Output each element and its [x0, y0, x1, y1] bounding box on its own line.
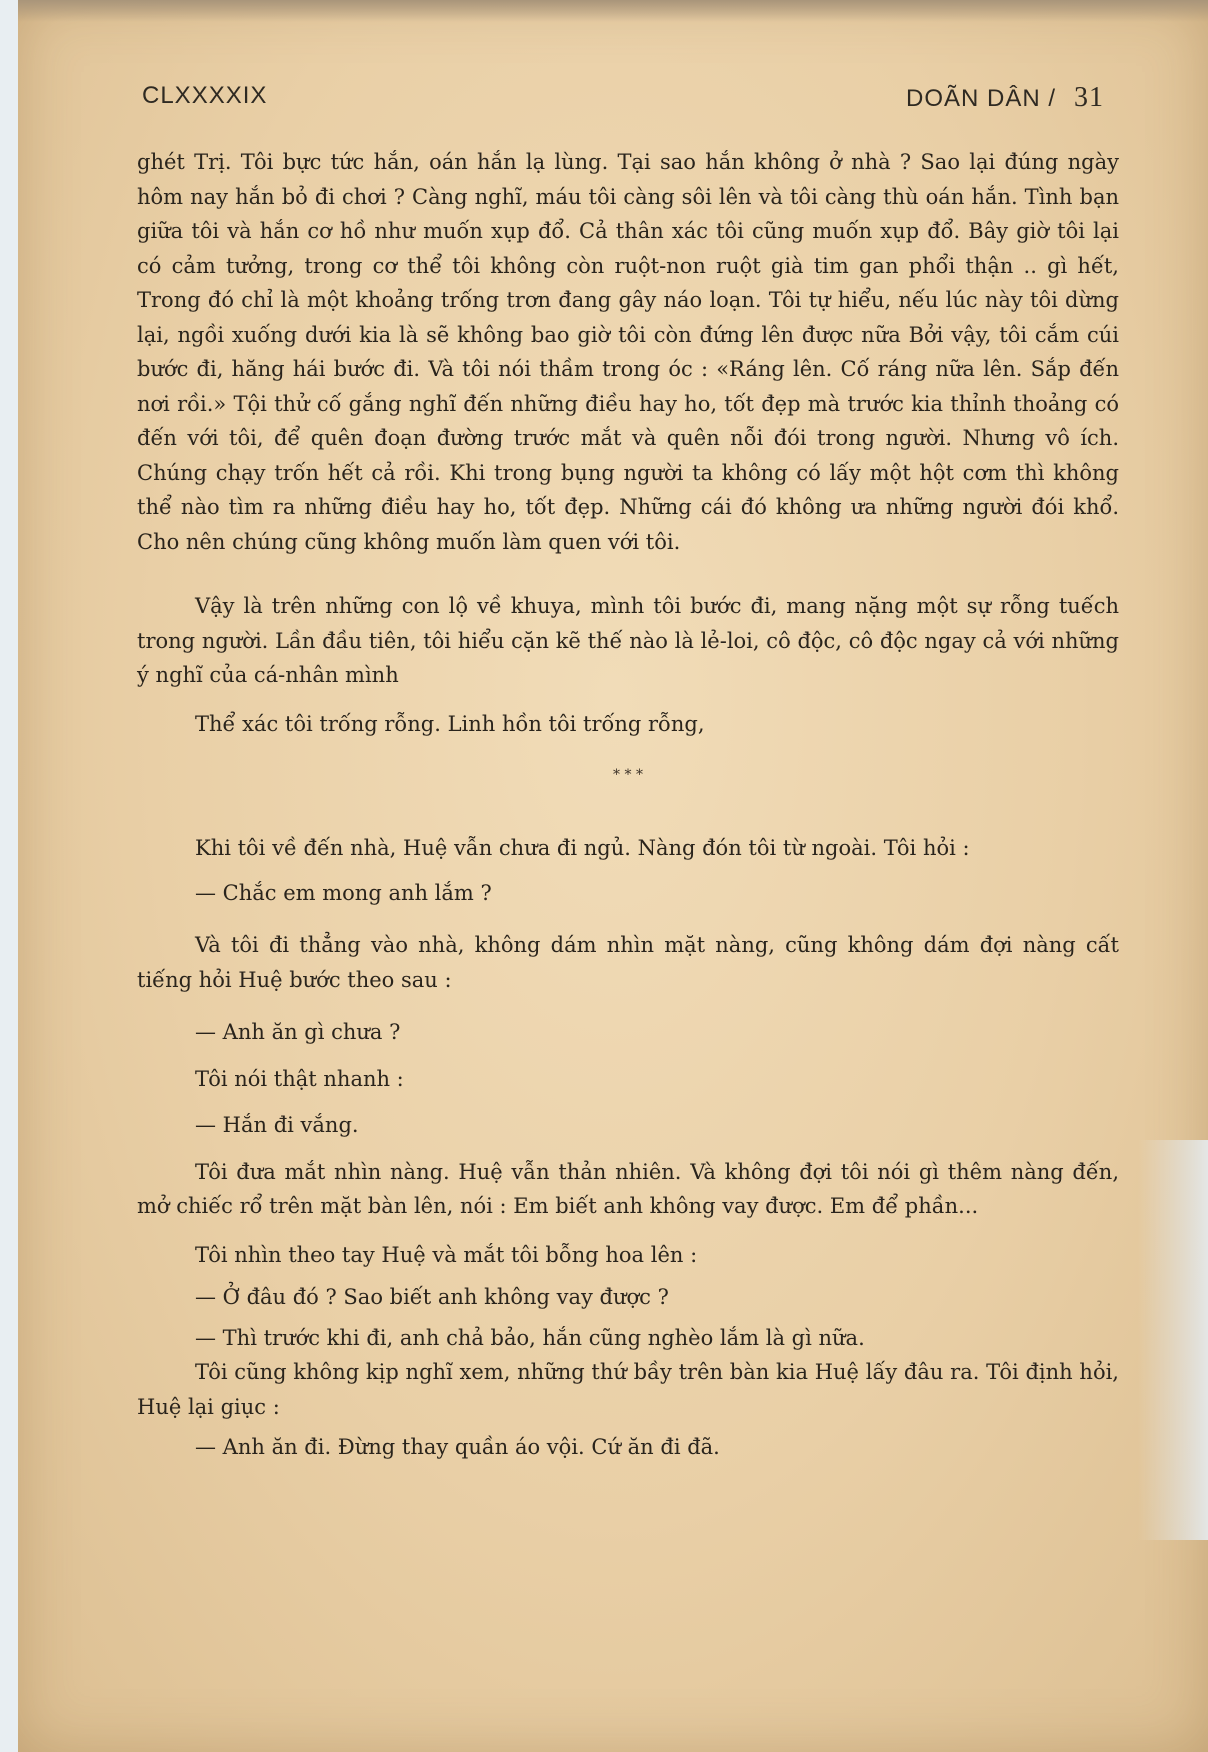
dialogue-line: — Anh ăn gì chưa ? — [195, 1020, 401, 1044]
header-right — [906, 82, 1104, 114]
paragraph: Vậy là trên những con lộ về khuya, mình tôi bước đi, mang nặng một sự rỗng tuếch trong người. Lần đầu tiên, tôi hiểu cặn kẽ thế nào là lẻ-loi, cô độc, cô độc ngay cả với những ý nghĩ của cá-nhân mình — [137, 594, 1119, 687]
page-number: 31 — [1074, 82, 1104, 113]
dialogue-line: — Thì trước khi đi, anh chả bảo, hắn cũng nghèo lắm là gì nữa. — [195, 1325, 865, 1350]
paragraph: Tôi cũng không kịp nghĩ xem, những thứ bầy trên bàn kia Huệ lấy đâu ra. Tôi định hỏi, Huệ lại giục : — [137, 1360, 1119, 1419]
page-top-edge — [18, 0, 1208, 22]
paragraph: Khi tôi về đến nhà, Huệ vẫn chưa đi ngủ. Nàng đón tôi từ ngoài. Tôi hỏi : — [195, 836, 970, 860]
dialogue-line: — Anh ăn đi. Đừng thay quần áo vội. Cứ ăn đi đã. — [195, 1435, 720, 1459]
author-name: DOÃN DÂN / — [905, 85, 1056, 112]
book-page — [18, 0, 1208, 1752]
dialogue-line: — Hắn đi vắng. — [195, 1113, 359, 1137]
page-torn-edge — [1138, 1140, 1208, 1540]
section-separator: * * * — [613, 767, 643, 783]
paragraph: Tôi đưa mắt nhìn nàng. Huệ vẫn thản nhiên. Và không đợi tôi nói gì thêm nàng đến, mở chiếc rổ trên mặt bàn lên, nói : Em biết anh không vay được. Em để phần... — [137, 1159, 1119, 1218]
dialogue-line: — Ở đâu đó ? Sao biết anh không vay được ? — [195, 1285, 669, 1309]
page-body — [137, 145, 1119, 1465]
running-header — [142, 82, 1104, 122]
dialogue-line: — Chắc em mong anh lắm ? — [195, 880, 492, 905]
chapter-number: CLXXXXIX — [142, 82, 268, 109]
paragraph: Và tôi đi thẳng vào nhà, không dám nhìn mặt nàng, cũng không dám đợi nàng cất tiếng hỏi Huệ bước theo sau : — [137, 933, 1119, 992]
paragraph: Thể xác tôi trống rỗng. Linh hồn tôi trống rỗng, — [195, 711, 705, 736]
paragraph: Tôi nhìn theo tay Huệ và mắt tôi bỗng hoa lên : — [195, 1242, 698, 1267]
paragraph: Tôi nói thật nhanh : — [195, 1066, 404, 1091]
paragraph: ghét Trị. Tôi bực tức hắn, oán hắn lạ lùng. Tại sao hắn không ở nhà ? Sao lại đúng ngày hôm nay hắn bỏ đi chơi ? Càng nghĩ, máu tôi càng sôi lên và tôi càng thù oán hắn. Tình bạn giữa tôi và hắn cơ hồ như muốn xụp đổ. Cả thân xác tôi cũng muốn xụp đổ. Bây giờ tôi lại có cảm tưởng, trong cơ thể tôi không còn ruột-non ruột già tim gan phổi thận .. gì hết, Trong đó chỉ là một khoảng trống trơn đang gây náo loạn. Tôi tự hiểu, nếu lúc này tôi dừng lại, ngồi xuống dưới kia là sẽ không bao giờ tôi còn đứng lên được nữa Bởi vậy, tôi cắm cúi bước đi, hăng hái bước đi. Và tôi nói thầm trong óc : «Ráng lên. Cố ráng nữa lên. Sắp đến nơi rồi.» Tội thử cố gắng nghĩ đến những điều hay ho, tốt đẹp mà trước kia thỉnh thoảng có đến với tôi, để quên đoạn đường trước mắt và quên nỗi đói trong người. Nhưng vô ích. Chúng chạy trốn hết cả rồi. Khi trong bụng người ta không có lấy một hột cơm thì không thể nào tìm ra những điều hay ho, tốt đẹp. Những cái đó không ưa những người đói khổ. Cho nên chúng cũng không muốn làm quen với tôi. — [137, 150, 1119, 554]
